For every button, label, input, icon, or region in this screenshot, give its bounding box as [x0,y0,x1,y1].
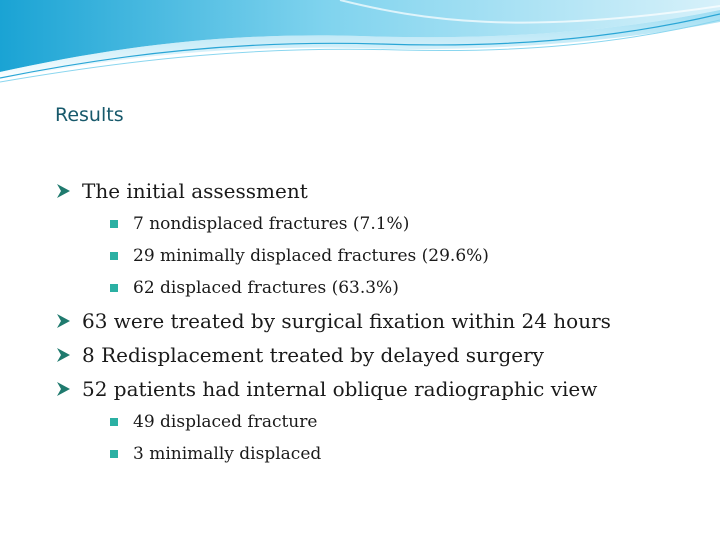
arrow-bullet-icon [55,372,73,406]
arrow-bullet-icon [55,304,73,338]
arrow-bullet-icon [55,338,73,372]
sub-bullet-item [55,438,705,470]
sub-bullet-item [55,240,705,272]
sub-bullet-item [55,406,705,438]
slide-title: Results [55,104,124,126]
square-bullet-icon [110,450,118,458]
square-bullet-icon [110,284,118,292]
sub-bullet-item [55,272,705,304]
bullet-item [55,304,705,338]
bullet-item [55,174,705,208]
bullet-item [55,372,705,406]
sub-bullet-text: 49 displaced fracture [133,412,318,432]
sub-bullet-text: 62 displaced fractures (63.3%) [133,278,399,298]
bullet-text: 8 Redisplacement treated by delayed surgery [82,343,544,367]
square-bullet-icon [110,418,118,426]
sub-bullet-text: 3 minimally displaced [133,444,322,464]
decorative-wave-banner [0,0,720,90]
bullet-text: 63 were treated by surgical fixation within 24 hours [82,309,611,333]
bullet-text: The initial assessment [82,179,308,203]
arrow-bullet-icon [55,174,73,208]
bullet-item [55,338,705,372]
square-bullet-icon [110,252,118,260]
sub-bullet-item [55,208,705,240]
sub-bullet-text: 7 nondisplaced fractures (7.1%) [133,214,410,234]
bullet-list [55,174,705,470]
bullet-text: 52 patients had internal oblique radiographic view [82,377,598,401]
sub-bullet-text: 29 minimally displaced fractures (29.6%) [133,246,489,266]
square-bullet-icon [110,220,118,228]
